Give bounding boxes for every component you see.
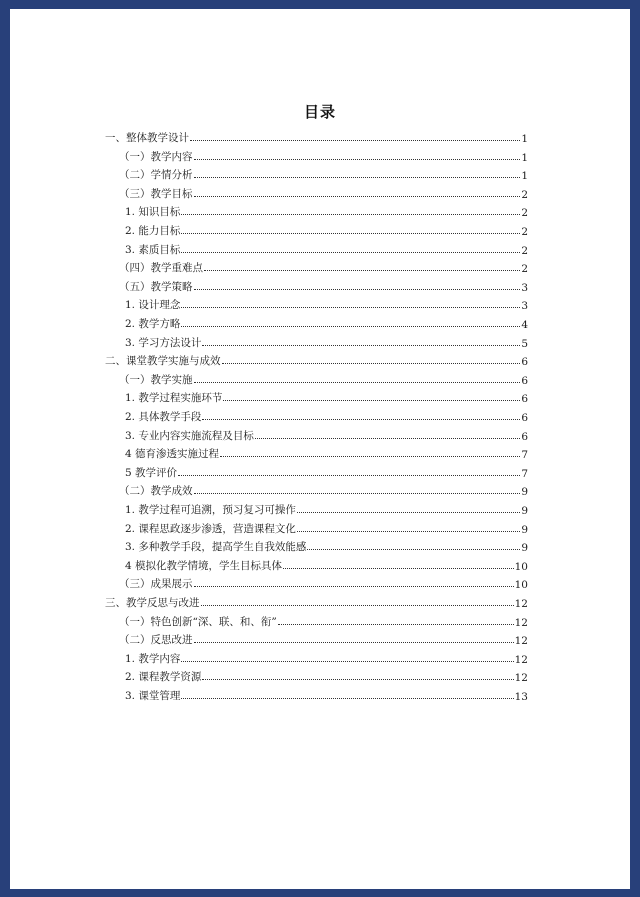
toc-entry[interactable] bbox=[125, 443, 528, 461]
toc-leader-dots bbox=[181, 306, 520, 308]
toc-entry-label: 1. 教学过程可追溯，预习复习可操作 bbox=[125, 504, 296, 516]
toc-entry-page-number: 9 bbox=[521, 542, 528, 555]
toc-leader-dots bbox=[202, 418, 520, 420]
toc-entry[interactable] bbox=[105, 350, 528, 368]
toc-leader-dots bbox=[222, 362, 521, 364]
toc-entry-page-number: 3 bbox=[521, 281, 528, 294]
toc-entry-label: （五）教学策略 bbox=[119, 280, 193, 293]
toc-leader-dots bbox=[223, 399, 520, 401]
toc-entry-label: 三、教学反思与改进 bbox=[105, 597, 200, 609]
toc-entry-label: 2. 课程教学资源 bbox=[125, 671, 202, 684]
toc-entry-page-number: 7 bbox=[521, 449, 528, 462]
toc-entry-page-number: 4 bbox=[521, 319, 528, 331]
toc-entry-page-number: 12 bbox=[514, 653, 528, 666]
toc-leader-dots bbox=[194, 492, 521, 494]
toc-leader-dots bbox=[178, 474, 520, 476]
toc-entry[interactable] bbox=[119, 164, 528, 182]
toc-entry-page-number: 2 bbox=[521, 188, 528, 201]
toc-leader-dots bbox=[202, 678, 513, 680]
toc-leader-dots bbox=[181, 697, 513, 699]
toc-leader-dots bbox=[181, 232, 520, 234]
toc-leader-dots bbox=[202, 344, 520, 346]
toc-entry[interactable] bbox=[119, 183, 528, 201]
toc-leader-dots bbox=[181, 213, 520, 215]
toc-entry-label: 3. 学习方法设计 bbox=[125, 336, 202, 349]
toc-entry[interactable] bbox=[125, 425, 528, 443]
toc-leader-dots bbox=[204, 269, 520, 271]
toc-entry-label: 1. 教学内容 bbox=[125, 652, 181, 665]
toc-leader-dots bbox=[201, 604, 514, 606]
toc-entry[interactable] bbox=[119, 480, 528, 498]
toc-leader-dots bbox=[194, 381, 521, 383]
toc-leader-dots bbox=[278, 623, 514, 625]
toc-entry[interactable] bbox=[125, 387, 528, 405]
toc-leader-dots bbox=[194, 176, 521, 178]
toc-leader-dots bbox=[181, 251, 520, 253]
document-page bbox=[10, 9, 630, 889]
toc-entry-page-number: 6 bbox=[521, 412, 528, 424]
toc-entry-label: 1. 教学过程实施环节 bbox=[125, 392, 223, 405]
toc-entry[interactable] bbox=[125, 294, 528, 312]
toc-entry[interactable] bbox=[119, 611, 528, 629]
toc-entry[interactable] bbox=[125, 220, 528, 238]
toc-entry[interactable] bbox=[119, 629, 528, 647]
toc-entry-page-number: 12 bbox=[514, 616, 528, 629]
toc-leader-dots bbox=[297, 530, 520, 532]
toc-entry-page-number: 1 bbox=[521, 133, 528, 145]
toc-entry[interactable] bbox=[125, 462, 528, 480]
toc-entry-label: 5 教学评价 bbox=[125, 466, 178, 479]
toc-leader-dots bbox=[194, 158, 521, 160]
toc-entry-label: （一）教学实施 bbox=[119, 373, 193, 386]
toc-entry-page-number: 2 bbox=[521, 263, 528, 276]
toc-entry-label: 2. 具体教学手段 bbox=[125, 411, 202, 423]
toc-entry[interactable] bbox=[119, 276, 528, 294]
toc-entry[interactable] bbox=[125, 239, 528, 257]
toc-entry-page-number: 10 bbox=[514, 579, 528, 592]
toc-entry-page-number: 2 bbox=[521, 244, 528, 257]
toc-entry-label: 2. 能力目标 bbox=[125, 225, 181, 237]
toc-entry-label: （二）学情分析 bbox=[119, 169, 193, 182]
toc-entry-page-number: 3 bbox=[521, 300, 528, 313]
toc-entry[interactable] bbox=[105, 592, 528, 610]
toc-entry-label: 2. 教学方略 bbox=[125, 318, 181, 330]
toc-entry[interactable] bbox=[125, 332, 528, 350]
toc-entry[interactable] bbox=[119, 369, 528, 387]
toc-entry-page-number: 2 bbox=[521, 207, 528, 220]
toc-entry-page-number: 10 bbox=[514, 560, 528, 573]
toc-entry[interactable] bbox=[125, 536, 528, 554]
toc-entry-label: （二）反思改进 bbox=[119, 634, 193, 647]
toc-entry-page-number: 12 bbox=[514, 635, 528, 648]
toc-entry-label: 1. 设计理念 bbox=[125, 299, 181, 312]
toc-entry[interactable] bbox=[119, 573, 528, 591]
toc-leader-dots bbox=[181, 325, 520, 327]
toc-entry[interactable] bbox=[125, 406, 528, 424]
toc-entry[interactable] bbox=[125, 313, 528, 331]
toc-leader-dots bbox=[194, 195, 521, 197]
toc-entry-label: 3. 专业内容实施流程及目标 bbox=[125, 429, 254, 442]
toc-entry-label: 1. 知识目标 bbox=[125, 206, 181, 219]
toc-entry-label: （三）教学目标 bbox=[119, 187, 193, 200]
toc-entry-page-number: 6 bbox=[521, 430, 528, 443]
toc-leader-dots bbox=[255, 437, 520, 439]
toc-entry-page-number: 6 bbox=[521, 393, 528, 406]
toc-leader-dots bbox=[194, 585, 514, 587]
toc-entry-label: 2. 课程思政逐步渗透，营造课程文化 bbox=[125, 522, 296, 535]
toc-entry-label: （一）特色创新“深、联、和、衔” bbox=[119, 615, 277, 628]
toc-entry[interactable] bbox=[125, 499, 528, 517]
toc-entry-page-number: 1 bbox=[521, 170, 528, 183]
toc-entry-page-number: 6 bbox=[521, 374, 528, 387]
toc-entry-label: 4 德育渗透实施过程 bbox=[125, 448, 220, 461]
toc-entry-label: 一、整体教学设计 bbox=[105, 132, 189, 144]
toc-leader-dots bbox=[297, 511, 520, 513]
toc-entry-label: 4 模拟化教学情境，学生目标具体 bbox=[125, 559, 283, 572]
toc-entry-page-number: 12 bbox=[514, 672, 528, 685]
toc-leader-dots bbox=[194, 288, 521, 290]
toc-entry-page-number: 6 bbox=[521, 356, 528, 369]
toc-entry-label: （二）教学成效 bbox=[119, 485, 193, 498]
toc-entry-page-number: 12 bbox=[514, 598, 528, 610]
toc-entry[interactable] bbox=[125, 555, 528, 573]
toc-entry-page-number: 7 bbox=[521, 467, 528, 480]
toc-entry-page-number: 9 bbox=[521, 505, 528, 517]
toc-entry-page-number: 13 bbox=[514, 691, 528, 703]
toc-entry-page-number: 2 bbox=[521, 226, 528, 238]
toc-leader-dots bbox=[181, 660, 513, 662]
toc-entry-page-number: 9 bbox=[521, 486, 528, 499]
toc-entry[interactable] bbox=[125, 666, 528, 684]
toc-entry-label: 3. 课堂管理 bbox=[125, 690, 181, 702]
toc-entry-page-number: 1 bbox=[521, 151, 528, 164]
toc-entry[interactable] bbox=[125, 685, 528, 703]
toc-entry-label: （三）成果展示 bbox=[119, 578, 193, 591]
toc-entry-label: 3. 素质目标 bbox=[125, 243, 181, 256]
toc-entry[interactable] bbox=[119, 257, 528, 275]
toc-entry[interactable] bbox=[119, 146, 528, 164]
toc-entry-label: （四）教学重难点 bbox=[119, 262, 203, 275]
toc-entry[interactable] bbox=[125, 201, 528, 219]
toc-leader-dots bbox=[190, 139, 520, 141]
toc-entry-label: （一）教学内容 bbox=[119, 150, 193, 163]
toc-entry[interactable] bbox=[105, 127, 528, 145]
toc-entry[interactable] bbox=[125, 648, 528, 666]
toc-entry-page-number: 5 bbox=[521, 337, 528, 350]
toc-entry-page-number: 9 bbox=[521, 523, 528, 536]
toc-leader-dots bbox=[220, 455, 520, 457]
toc-title: 目录 bbox=[303, 103, 336, 121]
toc-leader-dots bbox=[307, 548, 520, 550]
toc-entry-label: 3. 多种教学手段，提高学生自我效能感 bbox=[125, 541, 307, 554]
toc-entry[interactable] bbox=[125, 518, 528, 536]
toc-entry-label: 二、课堂教学实施与成效 bbox=[105, 355, 221, 368]
toc-leader-dots bbox=[194, 641, 514, 643]
toc-leader-dots bbox=[283, 567, 514, 569]
